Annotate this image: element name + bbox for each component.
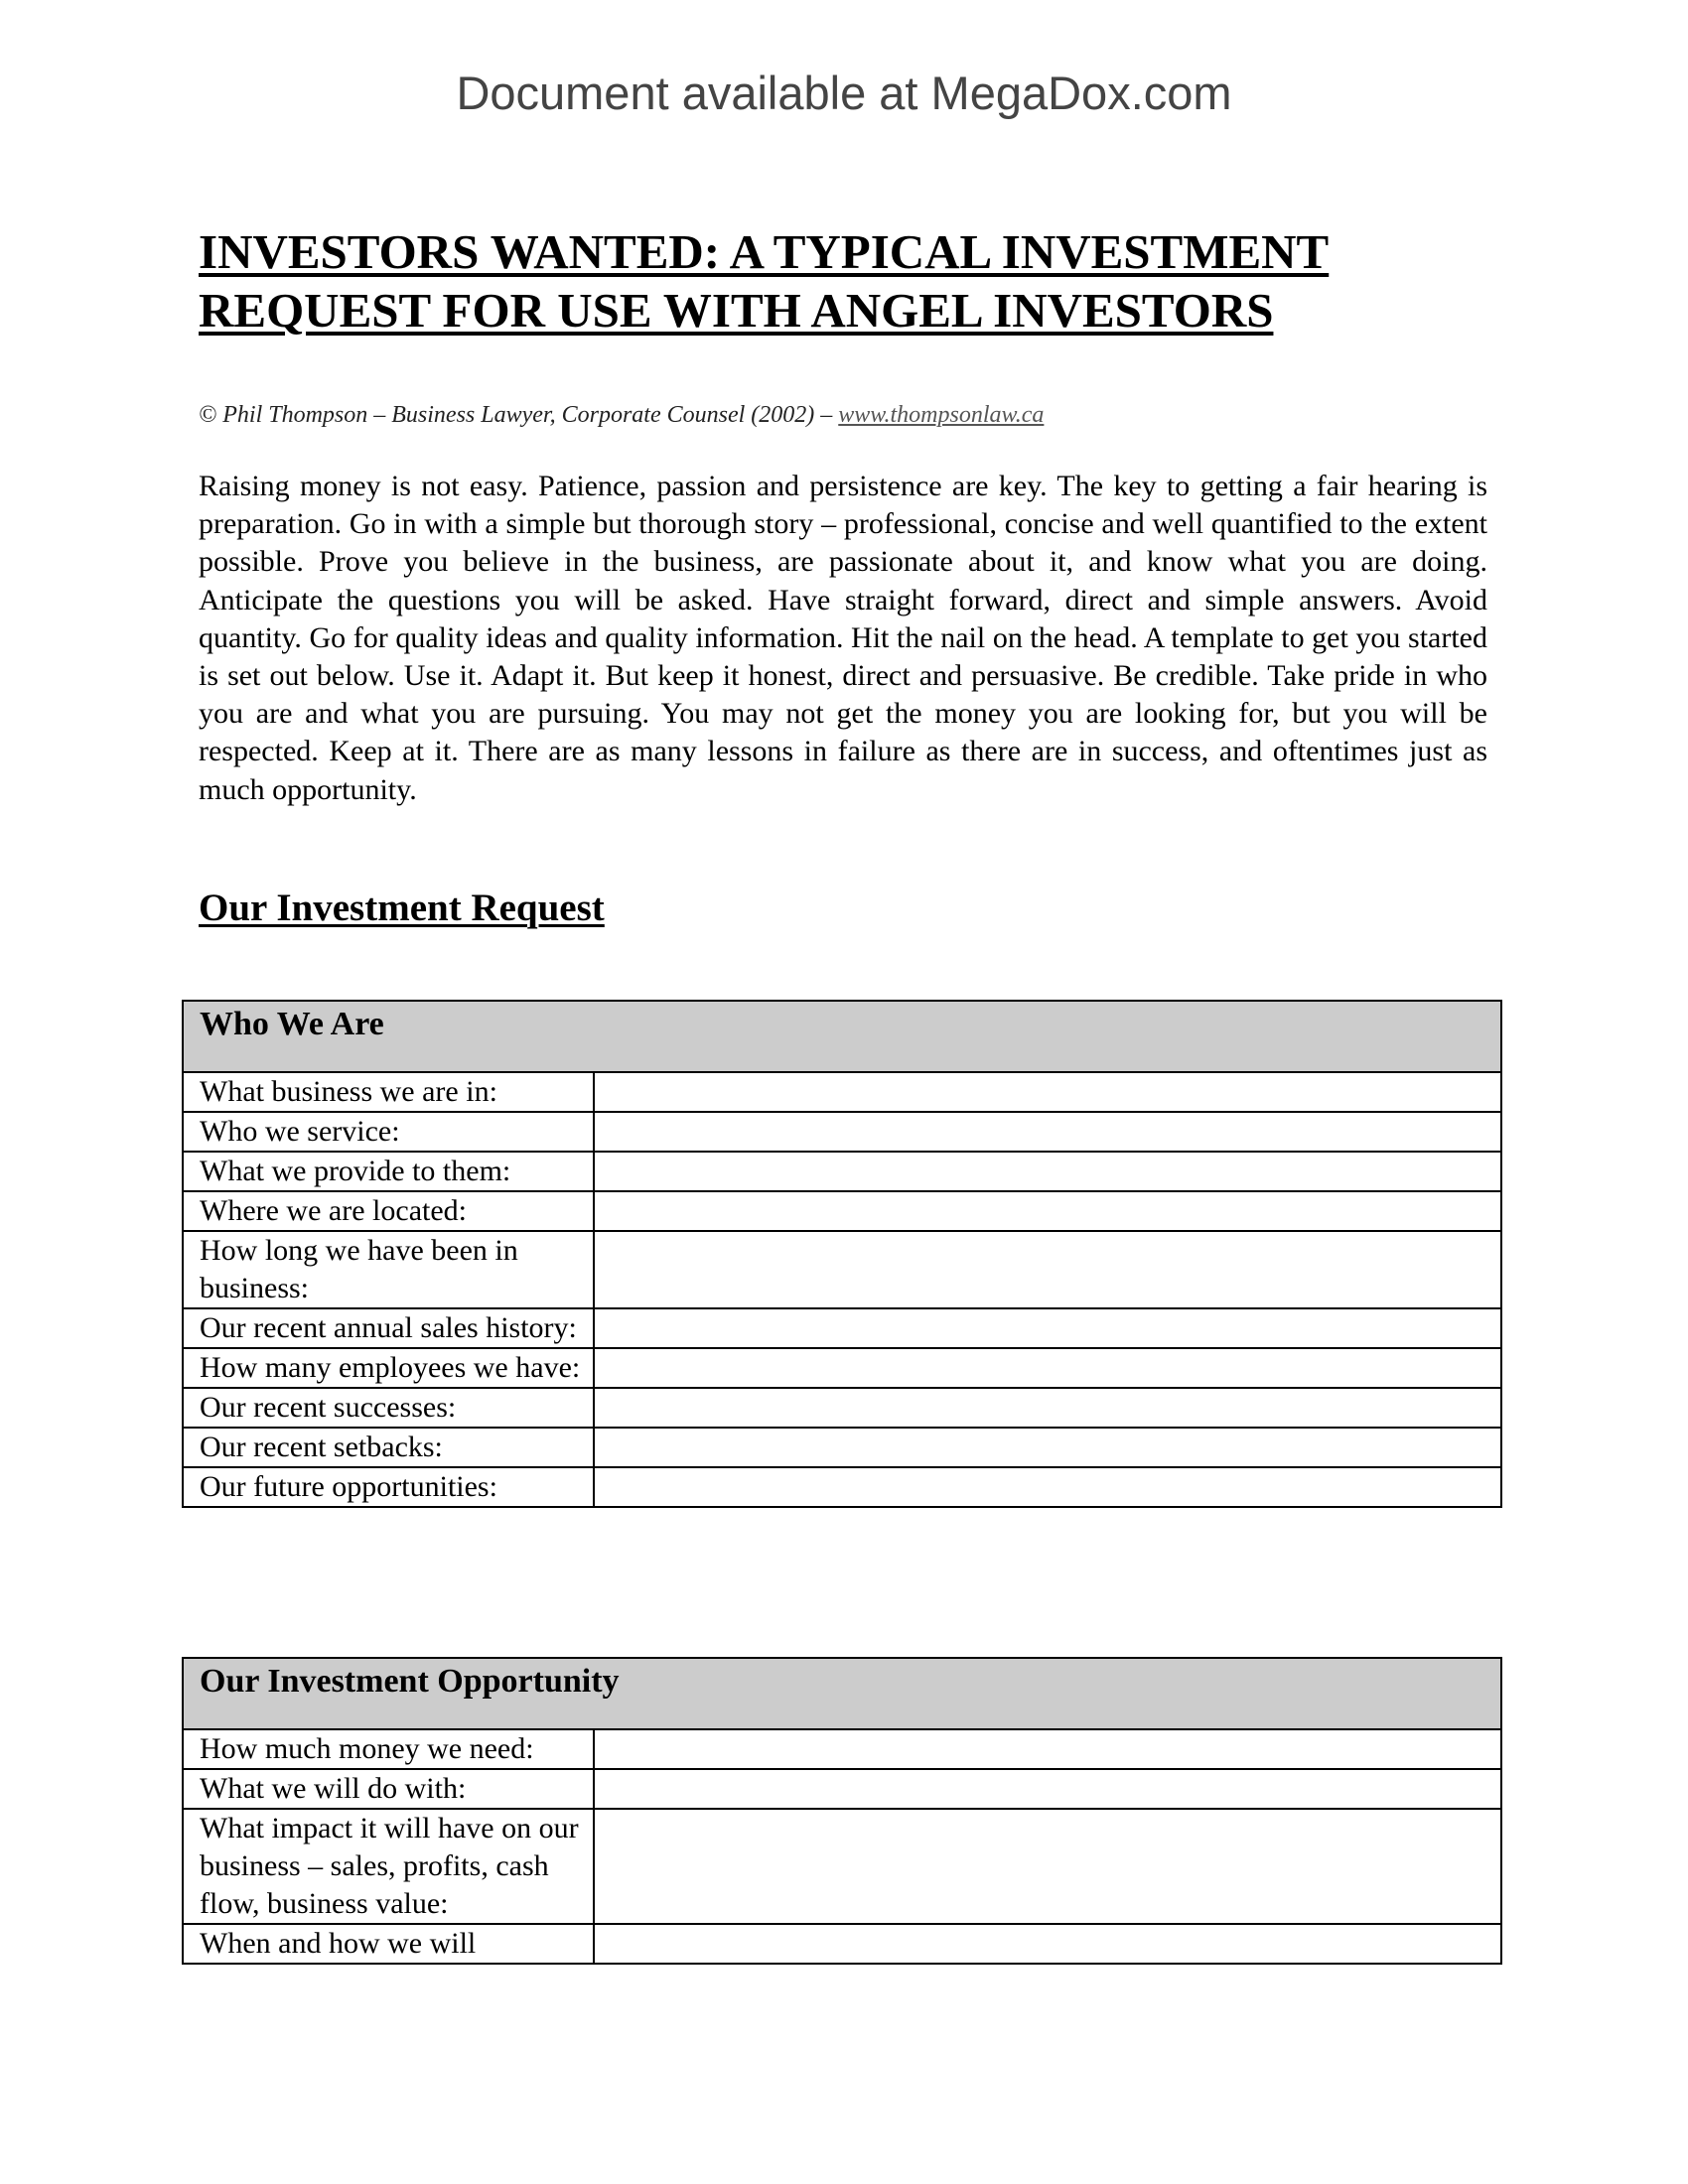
- row-label: Our recent setbacks:: [183, 1428, 594, 1467]
- row-label: Who we service:: [183, 1112, 594, 1152]
- row-label: What impact it will have on our business – sales, profits, cash flow, business value:: [183, 1809, 594, 1924]
- table-row: [183, 1152, 1501, 1191]
- row-value-field[interactable]: [594, 1308, 1501, 1348]
- row-value-field[interactable]: [594, 1769, 1501, 1809]
- table-row: [183, 1924, 1501, 1964]
- row-label: How much money we need:: [183, 1729, 594, 1769]
- row-value-field[interactable]: [594, 1348, 1501, 1388]
- row-label: When and how we will: [183, 1924, 594, 1964]
- row-value-field[interactable]: [594, 1924, 1501, 1964]
- table-row: [183, 1729, 1501, 1769]
- row-value-field[interactable]: [594, 1152, 1501, 1191]
- title-line-2: REQUEST FOR USE WITH ANGEL INVESTORS: [199, 283, 1274, 338]
- row-value-field[interactable]: [594, 1428, 1501, 1467]
- table-row: [183, 1112, 1501, 1152]
- table-header: Who We Are: [183, 1001, 1501, 1072]
- row-value-field[interactable]: [594, 1729, 1501, 1769]
- watermark-text: Document available at MegaDox.com: [456, 67, 1232, 119]
- table-row: [183, 1467, 1501, 1507]
- table-row: [183, 1769, 1501, 1809]
- table-row: [183, 1308, 1501, 1348]
- row-value-field[interactable]: [594, 1072, 1501, 1112]
- row-label: Where we are located:: [183, 1191, 594, 1231]
- table-row: [183, 1428, 1501, 1467]
- document-title: [199, 222, 1489, 340]
- row-value-field[interactable]: [594, 1467, 1501, 1507]
- who-we-are-table: [182, 1000, 1502, 1508]
- table-row: [183, 1809, 1501, 1924]
- row-value-field[interactable]: [594, 1388, 1501, 1428]
- row-value-field[interactable]: [594, 1809, 1501, 1924]
- row-label: Our recent successes:: [183, 1388, 594, 1428]
- table-header: Our Investment Opportunity: [183, 1658, 1501, 1729]
- table-row: [183, 1072, 1501, 1112]
- row-label: Our future opportunities:: [183, 1467, 594, 1507]
- row-value-field[interactable]: [594, 1231, 1501, 1308]
- table-row: [183, 1191, 1501, 1231]
- intro-paragraph: Raising money is not easy. Patience, passion and persistence are key. The key to getting a fair hearing is preparation. Go in with a simple but thorough story – professional, concise and well quantified to the extent possible. Prove you believe in the business, are passionate about it, and know what you are doing. Anticipate the questions you will be asked. Have straight forward, direct and simple answers. Avoid quantity. Go for quality ideas and quality information. Hit the nail on the head. A template to get you started is set out below. Use it. Adapt it. But keep it honest, direct and persuasive. Be credible. Take pride in who you are and what you are pursuing. You may not get the money you are looking for, but you will be respected. Keep at it. There are as many lessons in failure as there are in success, and oftentimes just as much opportunity.: [199, 470, 1487, 806]
- row-label: Our recent annual sales history:: [183, 1308, 594, 1348]
- copyright-line: [199, 402, 1044, 429]
- section-heading: Our Investment Request: [199, 887, 605, 929]
- row-label: What we will do with:: [183, 1769, 594, 1809]
- row-label: What we provide to them:: [183, 1152, 594, 1191]
- table-row: [183, 1348, 1501, 1388]
- investment-opportunity-table: [182, 1657, 1502, 1965]
- row-value-field[interactable]: [594, 1191, 1501, 1231]
- row-label: How long we have been in business:: [183, 1231, 594, 1308]
- title-line-1: INVESTORS WANTED: A TYPICAL INVESTMENT: [199, 224, 1330, 279]
- website-link[interactable]: www.thompsonlaw.ca: [838, 402, 1045, 428]
- row-label: How many employees we have:: [183, 1348, 594, 1388]
- copyright-text: © Phil Thompson – Business Lawyer, Corporate Counsel (2002) –: [199, 402, 839, 428]
- row-label: What business we are in:: [183, 1072, 594, 1112]
- table-row: [183, 1231, 1501, 1308]
- table-row: [183, 1388, 1501, 1428]
- row-value-field[interactable]: [594, 1112, 1501, 1152]
